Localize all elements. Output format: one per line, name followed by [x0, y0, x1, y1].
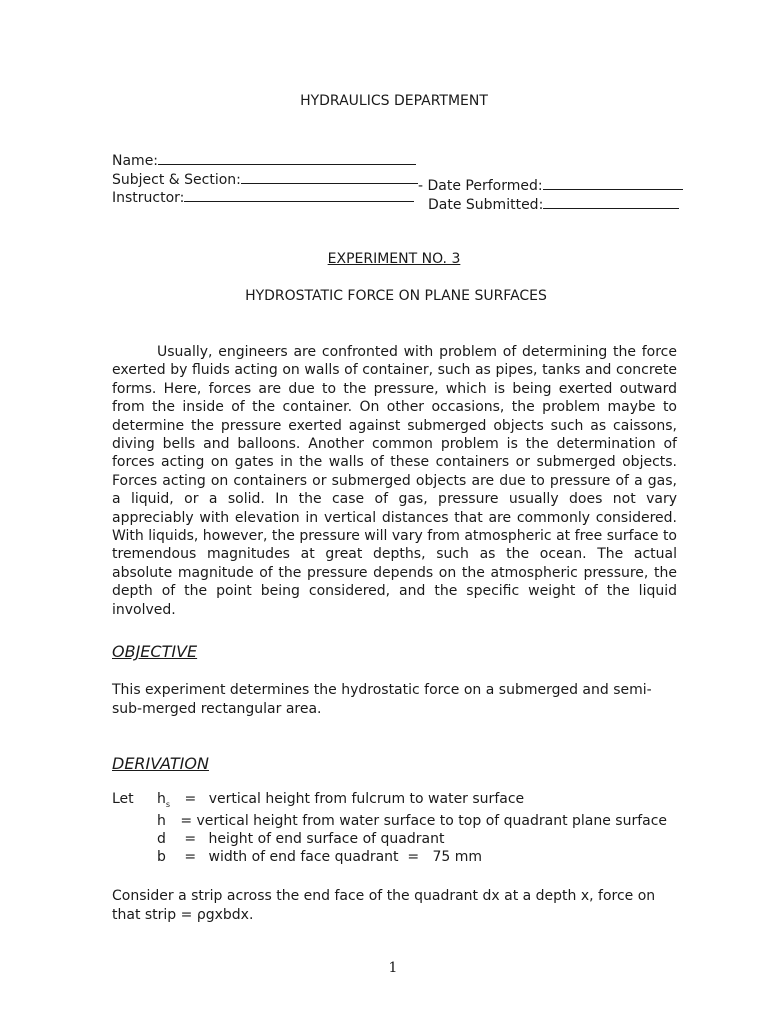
subject-blank [241, 169, 418, 184]
intro-paragraph: Usually, engineers are confronted with problem of determining the force exerted by fluids acting on walls of container, such as pipes, tanks and concrete forms. Here, forces are due to the pressure, which is being exerted outward from the inside of the container. On other occasions, the problem maybe to determine the pressure exerted against submerged objects such as caissons, diving bells and balloons. Another common problem is the determination of forces acting on gates in the walls of these containers or submerged objects. Forces acting on containers or submerged objects are due to pressure of a gas, a liquid, or a solid. In the case of gas, pressure usually does not vary appreciably with elevation in vertical distances that are commonly considered. With liquids, however, the pressure will vary from atmospheric at free surface to tremendous magnitudes at great depths, such as the ocean. The actual absolute magnitude of the pressure depends on the atmospheric pressure, the depth of the point being considered, and the specific weight of the liquid involved. [112, 344, 677, 618]
date-submitted-row [428, 194, 679, 214]
page-number: 1 [388, 960, 398, 976]
experiment-number: EXPERIMENT NO. 3 [327, 251, 461, 267]
variable-row: $h_s$ = vertical height from fulcrum to water surface [157, 791, 525, 809]
instructor-label: Instructor: [112, 190, 185, 206]
objective-heading: OBJECTIVE [112, 642, 198, 661]
variable-row: b = width of end face quadrant = 75 mm [157, 849, 483, 865]
experiment-title: HYDROSTATIC FORCE ON PLANE SURFACES [245, 288, 547, 304]
department-title: HYDRAULICS DEPARTMENT [300, 93, 488, 109]
name-row [112, 150, 416, 170]
name-label: Name: [112, 153, 159, 169]
date-submitted-label: Date Submitted: [428, 197, 544, 213]
derivation-heading: DERIVATION [112, 754, 209, 773]
date-performed-blank [543, 175, 683, 190]
subject-row [112, 169, 418, 189]
subject-label: Subject & Section: [112, 172, 241, 188]
let-label: Let [112, 791, 134, 807]
date-performed-label: Date Performed: [427, 178, 543, 194]
variable-row: d = height of end surface of quadrant [157, 831, 445, 847]
strip-text: Consider a strip across the end face of the quadrant dx at a depth x, force on that strip = ρgxbdx. [112, 888, 656, 923]
variable-row: h = vertical height from water surface to top of quadrant plane surface [157, 813, 668, 829]
instructor-row [112, 187, 414, 207]
instructor-blank [184, 187, 414, 202]
date-performed-row [418, 175, 683, 195]
objective-text: This experiment determines the hydrostatic force on a submerged and semi-sub-merged rectangular area. [112, 682, 652, 717]
form-separator: - [418, 178, 424, 194]
name-blank [158, 150, 416, 165]
date-submitted-blank [543, 194, 679, 209]
